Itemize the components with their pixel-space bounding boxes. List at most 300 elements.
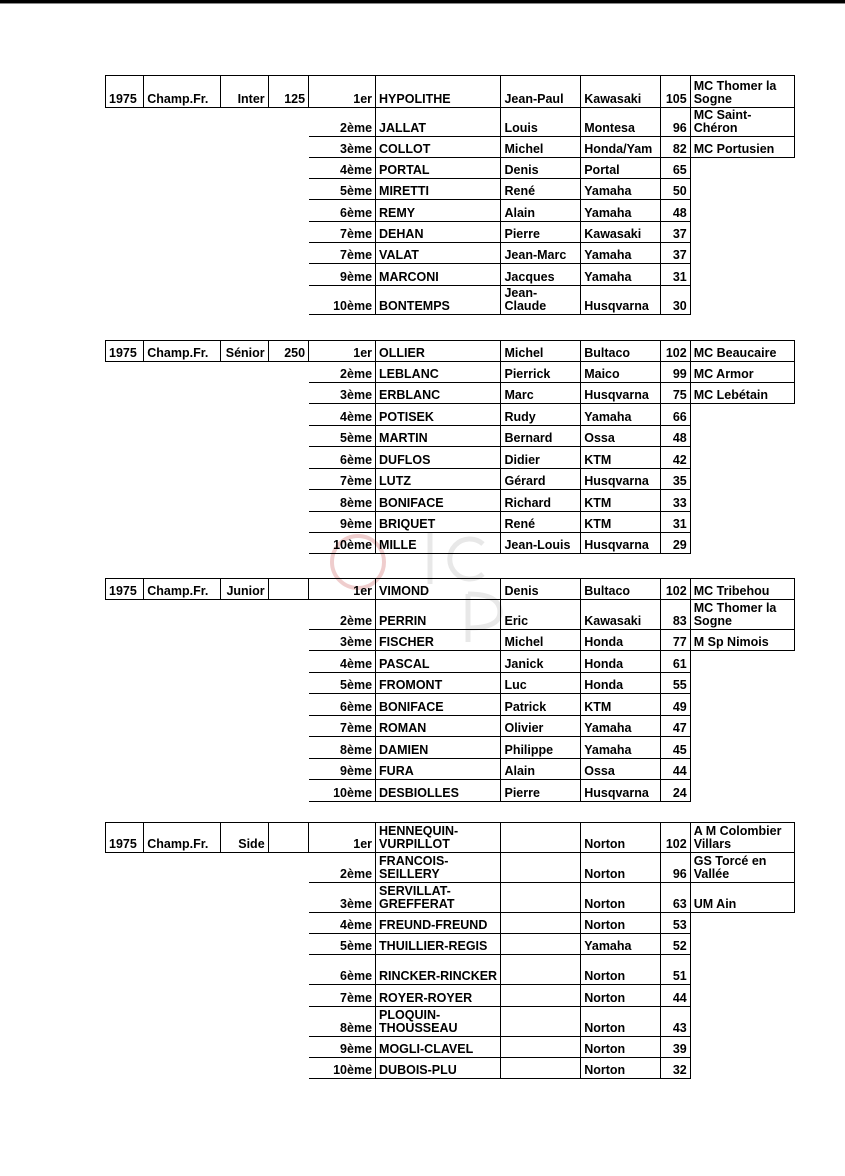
empty-cell: [106, 673, 144, 694]
position-cell: 9ème: [309, 759, 376, 780]
empty-cell: [220, 490, 268, 512]
empty-cell: [220, 447, 268, 469]
motorcycle-cell: Yamaha: [581, 737, 661, 759]
motorcycle-cell: Honda: [581, 673, 661, 694]
table-row: [106, 600, 795, 630]
empty-cell: [106, 694, 144, 716]
club-cell: [690, 490, 794, 512]
empty-cell: [220, 651, 268, 673]
empty-cell: [106, 286, 144, 315]
club-cell: [690, 673, 794, 694]
club-cell: [690, 780, 794, 802]
points-cell: 44: [660, 985, 690, 1007]
rider-name-cell: DAMIEN: [376, 737, 501, 759]
table-row: [106, 200, 795, 222]
points-cell: 37: [660, 222, 690, 243]
empty-cell: [106, 383, 144, 404]
empty-cell: [220, 200, 268, 222]
motorcycle-cell: Norton: [581, 1037, 661, 1058]
empty-cell: [220, 426, 268, 447]
rider-firstname-cell: Marc: [501, 383, 581, 404]
position-cell: 4ème: [309, 913, 376, 934]
top-border-shadow: [0, 3, 845, 4]
points-cell: 44: [660, 759, 690, 780]
empty-cell: [220, 883, 268, 913]
club-cell: [690, 934, 794, 955]
table-row: [106, 404, 795, 426]
empty-cell: [220, 179, 268, 200]
empty-cell: [106, 490, 144, 512]
empty-cell: [220, 913, 268, 934]
table-row: [106, 955, 795, 985]
rider-name-cell: ROMAN: [376, 716, 501, 737]
rider-name-cell: PERRIN: [376, 600, 501, 630]
position-cell: 3ème: [309, 883, 376, 913]
club-cell: [690, 179, 794, 200]
empty-cell: [268, 447, 308, 469]
rider-name-cell: VALAT: [376, 243, 501, 264]
cylinder-cell: 250: [268, 341, 308, 362]
motorcycle-cell: Husqvarna: [581, 533, 661, 554]
table-row: [106, 985, 795, 1007]
empty-cell: [268, 108, 308, 137]
empty-cell: [106, 600, 144, 630]
results-table-senior-250: [105, 340, 795, 554]
club-cell: MC Lebétain: [690, 383, 794, 404]
position-cell: 4ème: [309, 158, 376, 179]
table-row: [106, 490, 795, 512]
rider-name-cell: PORTAL: [376, 158, 501, 179]
rider-name-cell: BONIFACE: [376, 694, 501, 716]
empty-cell: [268, 426, 308, 447]
empty-cell: [106, 737, 144, 759]
motorcycle-cell: Norton: [581, 883, 661, 913]
empty-cell: [268, 883, 308, 913]
rider-firstname-cell: [501, 853, 581, 883]
position-cell: 1er: [309, 341, 376, 362]
motorcycle-cell: Ossa: [581, 426, 661, 447]
rider-firstname-cell: Jean-Claude: [501, 286, 581, 315]
year-cell: 1975: [106, 76, 144, 108]
empty-cell: [268, 955, 308, 985]
empty-cell: [144, 469, 221, 490]
position-cell: 5ème: [309, 673, 376, 694]
empty-cell: [268, 404, 308, 426]
motorcycle-cell: Honda: [581, 630, 661, 651]
rider-firstname-cell: Jacques: [501, 264, 581, 286]
rider-name-cell: MOGLI-CLAVEL: [376, 1037, 501, 1058]
position-cell: 7ème: [309, 716, 376, 737]
rider-firstname-cell: [501, 913, 581, 934]
table-row: [106, 243, 795, 264]
empty-cell: [144, 985, 221, 1007]
table-row: [106, 426, 795, 447]
motorcycle-cell: Norton: [581, 913, 661, 934]
club-cell: MC Beaucaire: [690, 341, 794, 362]
empty-cell: [106, 200, 144, 222]
rider-firstname-cell: Patrick: [501, 694, 581, 716]
motorcycle-cell: KTM: [581, 512, 661, 533]
club-cell: MC Saint-Chéron: [690, 108, 794, 137]
club-cell: [690, 759, 794, 780]
empty-cell: [268, 600, 308, 630]
empty-cell: [220, 108, 268, 137]
empty-cell: [220, 600, 268, 630]
points-cell: 33: [660, 490, 690, 512]
motorcycle-cell: Yamaha: [581, 716, 661, 737]
position-cell: 9ème: [309, 264, 376, 286]
rider-name-cell: LEBLANC: [376, 362, 501, 383]
points-cell: 105: [660, 76, 690, 108]
points-cell: 45: [660, 737, 690, 759]
motorcycle-cell: Kawasaki: [581, 600, 661, 630]
rider-name-cell: SERVILLAT-GREFFERAT: [376, 883, 501, 913]
empty-cell: [106, 1058, 144, 1079]
club-cell: [690, 404, 794, 426]
empty-cell: [144, 447, 221, 469]
rider-firstname-cell: Jean-Paul: [501, 76, 581, 108]
rider-name-cell: OLLIER: [376, 341, 501, 362]
motorcycle-cell: Norton: [581, 1007, 661, 1037]
empty-cell: [144, 383, 221, 404]
rider-name-cell: THUILLIER-REGIS: [376, 934, 501, 955]
empty-cell: [106, 853, 144, 883]
empty-cell: [220, 737, 268, 759]
club-cell: [690, 447, 794, 469]
empty-cell: [144, 490, 221, 512]
table-row: [106, 362, 795, 383]
position-cell: 3ème: [309, 630, 376, 651]
position-cell: 2ème: [309, 362, 376, 383]
rider-name-cell: VIMOND: [376, 579, 501, 600]
motorcycle-cell: Montesa: [581, 108, 661, 137]
position-cell: 2ème: [309, 108, 376, 137]
rider-firstname-cell: [501, 823, 581, 853]
position-cell: 5ème: [309, 179, 376, 200]
year-cell: 1975: [106, 341, 144, 362]
table-row: [106, 512, 795, 533]
rider-firstname-cell: Michel: [501, 630, 581, 651]
empty-cell: [144, 1007, 221, 1037]
table-row: [106, 447, 795, 469]
empty-cell: [106, 447, 144, 469]
empty-cell: [220, 630, 268, 651]
empty-cell: [106, 469, 144, 490]
empty-cell: [268, 362, 308, 383]
empty-cell: [144, 883, 221, 913]
rider-firstname-cell: [501, 955, 581, 985]
club-cell: [690, 158, 794, 179]
empty-cell: [144, 137, 221, 158]
championship-cell: Champ.Fr.: [144, 579, 221, 600]
rider-name-cell: FRANCOIS-SEILLERY: [376, 853, 501, 883]
empty-cell: [220, 759, 268, 780]
rider-name-cell: RINCKER-RINCKER: [376, 955, 501, 985]
empty-cell: [144, 512, 221, 533]
rider-firstname-cell: Janick: [501, 651, 581, 673]
position-cell: 5ème: [309, 426, 376, 447]
empty-cell: [220, 243, 268, 264]
rider-name-cell: POTISEK: [376, 404, 501, 426]
motorcycle-cell: Yamaha: [581, 200, 661, 222]
empty-cell: [144, 264, 221, 286]
empty-cell: [220, 955, 268, 985]
rider-firstname-cell: Denis: [501, 158, 581, 179]
motorcycle-cell: Norton: [581, 823, 661, 853]
empty-cell: [106, 222, 144, 243]
rider-name-cell: DUBOIS-PLU: [376, 1058, 501, 1079]
position-cell: 7ème: [309, 985, 376, 1007]
table-row: [106, 694, 795, 716]
empty-cell: [144, 158, 221, 179]
position-cell: 10ème: [309, 1058, 376, 1079]
empty-cell: [106, 137, 144, 158]
points-cell: 55: [660, 673, 690, 694]
empty-cell: [268, 469, 308, 490]
empty-cell: [268, 200, 308, 222]
empty-cell: [144, 179, 221, 200]
empty-cell: [106, 108, 144, 137]
points-cell: 49: [660, 694, 690, 716]
points-cell: 47: [660, 716, 690, 737]
table-row: [106, 383, 795, 404]
points-cell: 63: [660, 883, 690, 913]
table-row: [106, 533, 795, 554]
points-cell: 48: [660, 426, 690, 447]
table-row: [106, 158, 795, 179]
table-row: [106, 1007, 795, 1037]
empty-cell: [106, 716, 144, 737]
empty-cell: [268, 985, 308, 1007]
empty-cell: [268, 673, 308, 694]
points-cell: 52: [660, 934, 690, 955]
rider-firstname-cell: Jean-Louis: [501, 533, 581, 554]
rider-name-cell: COLLOT: [376, 137, 501, 158]
class-cell: Sénior: [220, 341, 268, 362]
championship-cell: Champ.Fr.: [144, 76, 221, 108]
empty-cell: [220, 362, 268, 383]
points-cell: 65: [660, 158, 690, 179]
position-cell: 9ème: [309, 1037, 376, 1058]
club-cell: [690, 716, 794, 737]
rider-firstname-cell: Bernard: [501, 426, 581, 447]
empty-cell: [106, 883, 144, 913]
motorcycle-cell: Norton: [581, 853, 661, 883]
rider-firstname-cell: Denis: [501, 579, 581, 600]
motorcycle-cell: Honda: [581, 651, 661, 673]
rider-firstname-cell: Pierrick: [501, 362, 581, 383]
club-cell: [690, 533, 794, 554]
empty-cell: [220, 934, 268, 955]
table-row: [106, 76, 795, 108]
empty-cell: [220, 137, 268, 158]
points-cell: 53: [660, 913, 690, 934]
empty-cell: [220, 853, 268, 883]
club-cell: [690, 426, 794, 447]
motorcycle-cell: Yamaha: [581, 404, 661, 426]
table-row: [106, 823, 795, 853]
club-cell: [690, 264, 794, 286]
empty-cell: [106, 955, 144, 985]
position-cell: 7ème: [309, 243, 376, 264]
rider-name-cell: FREUND-FREUND: [376, 913, 501, 934]
points-cell: 102: [660, 341, 690, 362]
rider-firstname-cell: [501, 1037, 581, 1058]
rider-name-cell: REMY: [376, 200, 501, 222]
empty-cell: [106, 243, 144, 264]
rider-name-cell: HENNEQUIN-VURPILLOT: [376, 823, 501, 853]
rider-name-cell: BONIFACE: [376, 490, 501, 512]
position-cell: 3ème: [309, 383, 376, 404]
position-cell: 1er: [309, 823, 376, 853]
motorcycle-cell: Yamaha: [581, 934, 661, 955]
empty-cell: [106, 651, 144, 673]
empty-cell: [220, 404, 268, 426]
club-cell: [690, 286, 794, 315]
rider-name-cell: FROMONT: [376, 673, 501, 694]
club-cell: [690, 737, 794, 759]
empty-cell: [220, 222, 268, 243]
table-row: [106, 759, 795, 780]
motorcycle-cell: Bultaco: [581, 341, 661, 362]
rider-firstname-cell: [501, 1058, 581, 1079]
club-cell: MC Thomer la Sogne: [690, 76, 794, 108]
empty-cell: [268, 934, 308, 955]
points-cell: 24: [660, 780, 690, 802]
empty-cell: [106, 426, 144, 447]
class-cell: Inter: [220, 76, 268, 108]
table-row: [106, 341, 795, 362]
rider-firstname-cell: Alain: [501, 759, 581, 780]
cylinder-cell: [268, 579, 308, 600]
empty-cell: [106, 1037, 144, 1058]
empty-cell: [144, 243, 221, 264]
empty-cell: [106, 404, 144, 426]
table-row: [106, 264, 795, 286]
empty-cell: [268, 158, 308, 179]
empty-cell: [268, 264, 308, 286]
empty-cell: [144, 200, 221, 222]
table-row: [106, 630, 795, 651]
table-row: [106, 469, 795, 490]
cylinder-cell: [268, 823, 308, 853]
rider-name-cell: DEHAN: [376, 222, 501, 243]
rider-firstname-cell: Alain: [501, 200, 581, 222]
motorcycle-cell: Husqvarna: [581, 286, 661, 315]
rider-name-cell: PASCAL: [376, 651, 501, 673]
empty-cell: [220, 1007, 268, 1037]
points-cell: 29: [660, 533, 690, 554]
club-cell: MC Thomer la Sogne: [690, 600, 794, 630]
empty-cell: [106, 264, 144, 286]
position-cell: 4ème: [309, 404, 376, 426]
empty-cell: [220, 512, 268, 533]
empty-cell: [144, 426, 221, 447]
empty-cell: [144, 222, 221, 243]
empty-cell: [144, 651, 221, 673]
points-cell: 66: [660, 404, 690, 426]
rider-name-cell: ERBLANC: [376, 383, 501, 404]
empty-cell: [268, 179, 308, 200]
empty-cell: [144, 934, 221, 955]
points-cell: 50: [660, 179, 690, 200]
motorcycle-cell: KTM: [581, 447, 661, 469]
club-cell: [690, 651, 794, 673]
rider-firstname-cell: Michel: [501, 341, 581, 362]
club-cell: M Sp Nimois: [690, 630, 794, 651]
rider-firstname-cell: [501, 883, 581, 913]
empty-cell: [268, 512, 308, 533]
position-cell: 5ème: [309, 934, 376, 955]
empty-cell: [268, 286, 308, 315]
position-cell: 2ème: [309, 600, 376, 630]
results-table-side: [105, 822, 795, 1079]
results-table-junior: [105, 578, 795, 802]
empty-cell: [144, 533, 221, 554]
position-cell: 7ème: [309, 469, 376, 490]
points-cell: 37: [660, 243, 690, 264]
empty-cell: [144, 737, 221, 759]
year-cell: 1975: [106, 579, 144, 600]
empty-cell: [220, 286, 268, 315]
empty-cell: [106, 913, 144, 934]
table-row: [106, 716, 795, 737]
empty-cell: [106, 780, 144, 802]
club-cell: [690, 694, 794, 716]
club-cell: MC Tribehou: [690, 579, 794, 600]
points-cell: 75: [660, 383, 690, 404]
empty-cell: [144, 286, 221, 315]
position-cell: 6ème: [309, 447, 376, 469]
empty-cell: [268, 694, 308, 716]
club-cell: GS Torcé en Vallée: [690, 853, 794, 883]
points-cell: 96: [660, 108, 690, 137]
rider-firstname-cell: [501, 934, 581, 955]
rider-name-cell: DESBIOLLES: [376, 780, 501, 802]
motorcycle-cell: Portal: [581, 158, 661, 179]
rider-firstname-cell: Philippe: [501, 737, 581, 759]
motorcycle-cell: Honda/Yam: [581, 137, 661, 158]
rider-name-cell: HYPOLITHE: [376, 76, 501, 108]
club-cell: [690, 469, 794, 490]
empty-cell: [220, 383, 268, 404]
rider-firstname-cell: Didier: [501, 447, 581, 469]
cylinder-cell: 125: [268, 76, 308, 108]
table-row: [106, 108, 795, 137]
club-cell: A M Colombier Villars: [690, 823, 794, 853]
motorcycle-cell: Ossa: [581, 759, 661, 780]
table-row: [106, 286, 795, 315]
club-cell: [690, 200, 794, 222]
table-row: [106, 934, 795, 955]
rider-firstname-cell: Luc: [501, 673, 581, 694]
points-cell: 102: [660, 579, 690, 600]
rider-name-cell: MILLE: [376, 533, 501, 554]
motorcycle-cell: Norton: [581, 955, 661, 985]
club-cell: [690, 222, 794, 243]
rider-name-cell: MARCONI: [376, 264, 501, 286]
empty-cell: [144, 780, 221, 802]
position-cell: 6ème: [309, 694, 376, 716]
position-cell: 6ème: [309, 200, 376, 222]
empty-cell: [268, 490, 308, 512]
empty-cell: [144, 716, 221, 737]
points-cell: 61: [660, 651, 690, 673]
rider-firstname-cell: [501, 1007, 581, 1037]
rider-firstname-cell: [501, 985, 581, 1007]
empty-cell: [144, 600, 221, 630]
empty-cell: [144, 694, 221, 716]
